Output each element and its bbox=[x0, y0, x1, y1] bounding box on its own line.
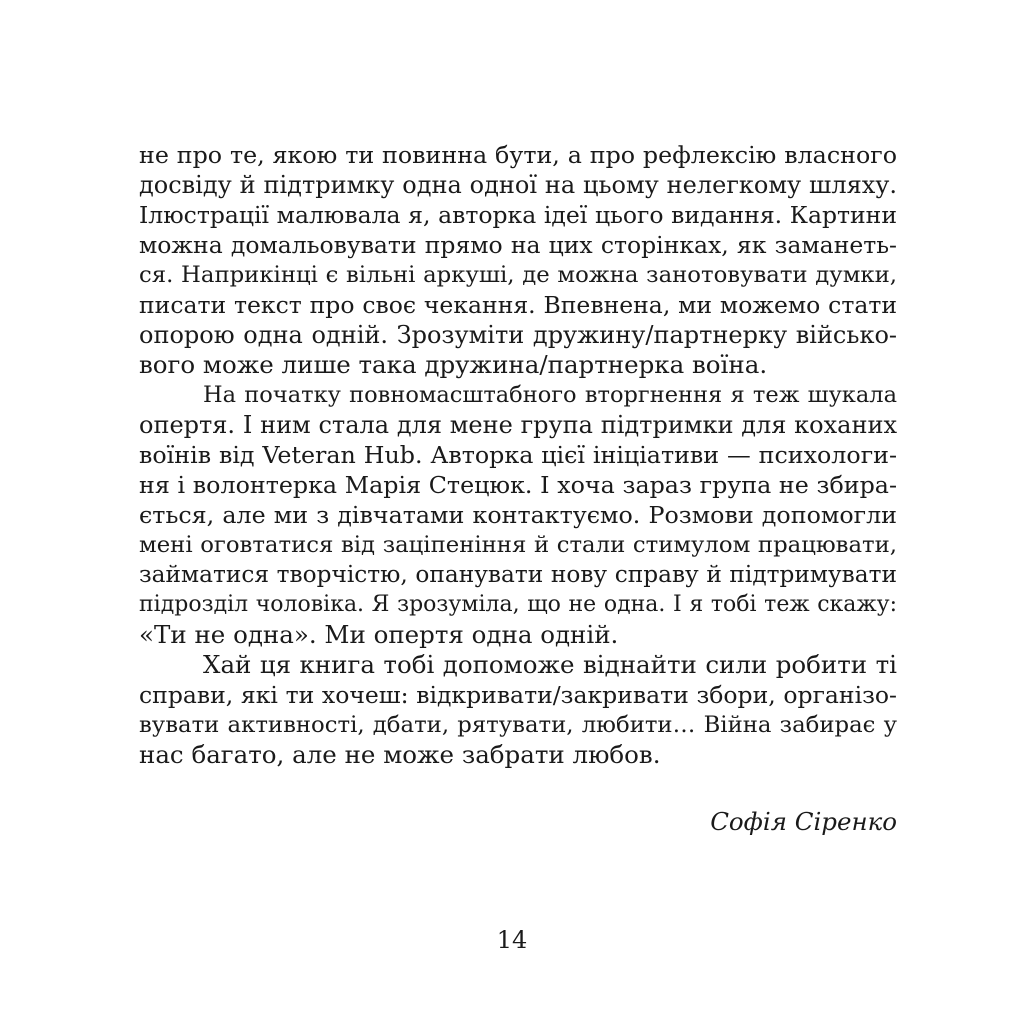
author-signature: Софія Сіренко bbox=[710, 807, 897, 836]
page-number: 14 bbox=[496, 926, 528, 954]
text-line: «Ти не одна». Ми опертя одна одній. bbox=[139, 620, 619, 649]
text-line: опорою одна одній. Зрозуміти дружину/партнерку військо- bbox=[139, 321, 897, 349]
text-line: займатися творчістю, опанувати нову справу й підтримувати bbox=[139, 561, 897, 588]
body-text bbox=[139, 140, 897, 770]
text-line: писати текст про своє чекання. Впевнена, ми можемо стати bbox=[139, 291, 897, 319]
text-line: нас багато, але не може забрати любов. bbox=[139, 740, 661, 769]
text-line: вого може лише така дружина/партнерка воїна. bbox=[139, 350, 768, 379]
text-line: можна домальовувати прямо на цих сторінках, як заманеть- bbox=[139, 231, 897, 259]
text-line: ня і волонтерка Марія Стецюк. І хоча зараз група не збира- bbox=[139, 471, 897, 499]
text-line: Ілюстрації малювала я, авторка ідеї цього видання. Картини bbox=[139, 201, 897, 229]
text-line: справи, які ти хочеш: відкривати/закривати збори, організо- bbox=[139, 681, 897, 709]
text-line: підрозділ чоловіка. Я зрозуміла, що не одна. І я тобі теж скажу: bbox=[139, 592, 897, 617]
text-line: опертя. І ним стала для мене група підтримки для коханих bbox=[139, 411, 897, 439]
text-line: На початку повномасштабного вторгнення я теж шукала bbox=[203, 382, 897, 408]
text-line: воїнів від Veteran Hub. Авторка цієї ініціативи — психологи- bbox=[139, 441, 897, 469]
text-line: не про те, якою ти повинна бути, а про рефлексію власного bbox=[139, 141, 897, 169]
text-line: Хай ця книга тобі допоможе віднайти сили робити ті bbox=[203, 650, 897, 679]
text-line: ся. Наприкінці є вільні аркуші, де можна занотовувати думки, bbox=[139, 262, 897, 288]
text-line: мені оговтатися від заціпеніння й стали стимулом працювати, bbox=[139, 532, 897, 558]
text-line: досвіду й підтримку одна одної на цьому нелегкому шляху. bbox=[139, 171, 897, 199]
text-line: вувати активності, дбати, рятувати, любити… Війна забирає у bbox=[139, 712, 897, 738]
text-line: ється, але ми з дівчатами контактуємо. Розмови допомогли bbox=[139, 501, 897, 529]
